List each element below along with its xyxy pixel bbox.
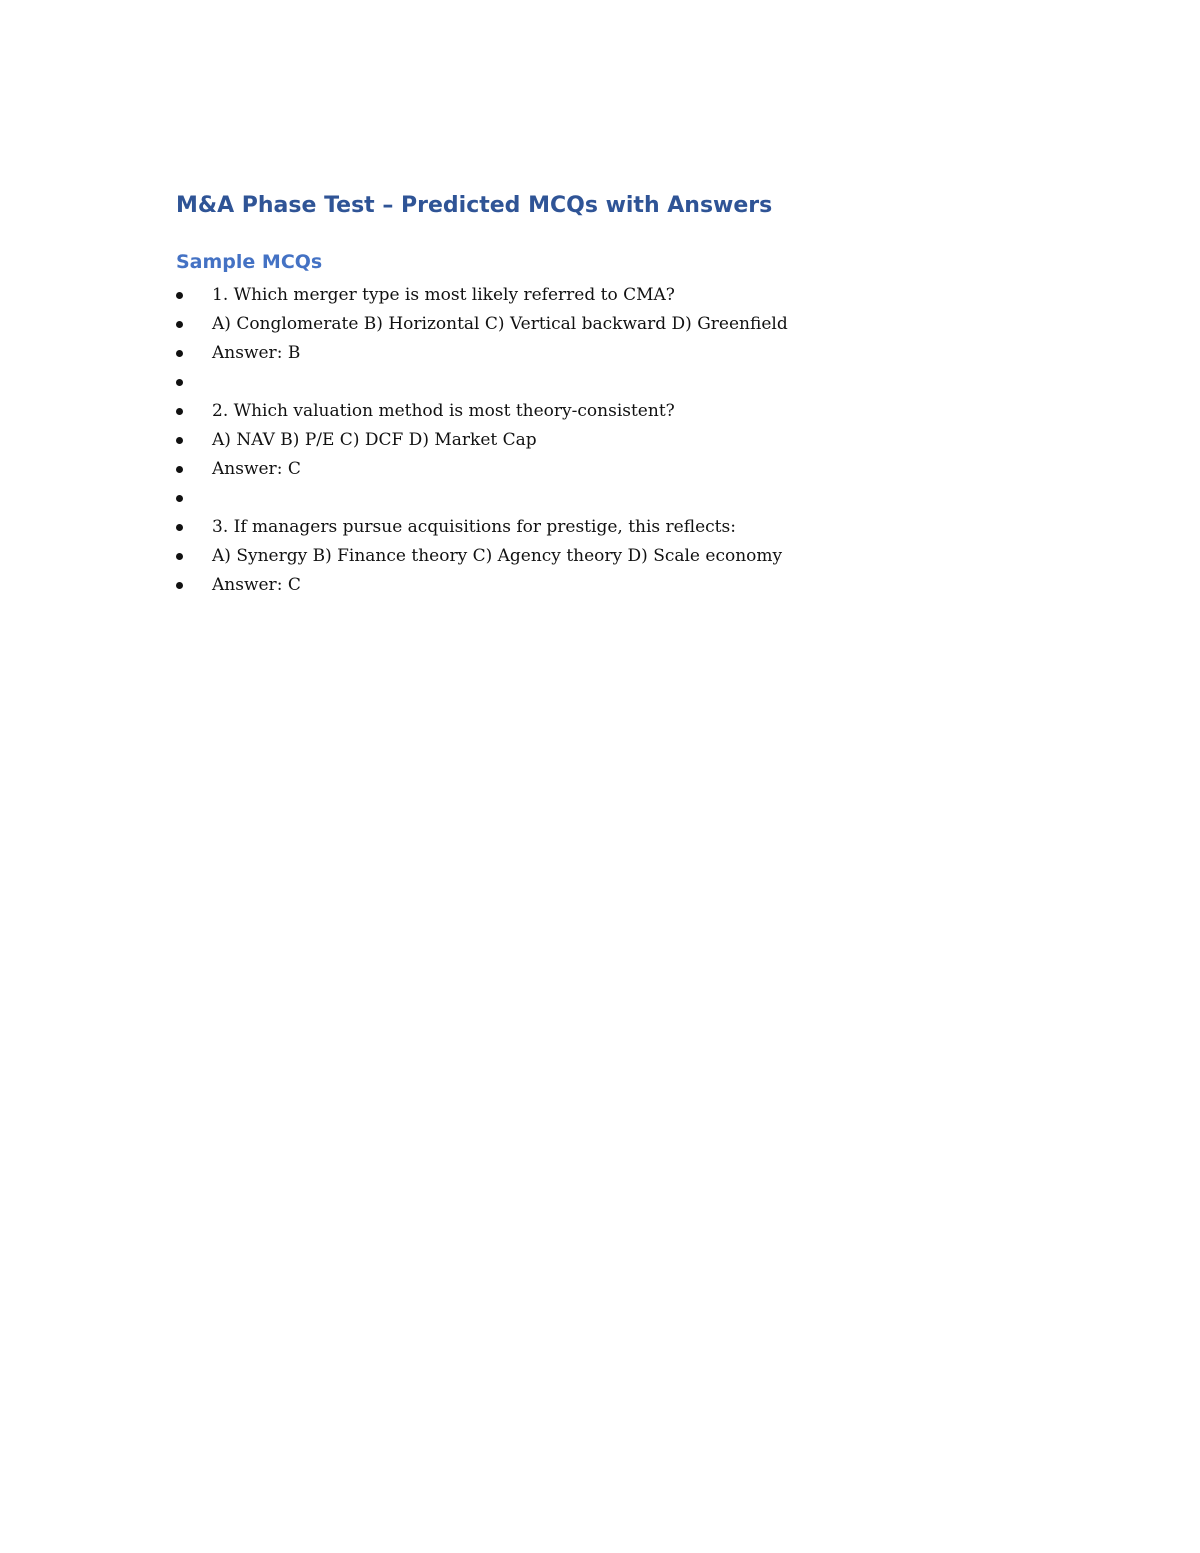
bullet-icon (176, 437, 183, 444)
list-item-text: A) Conglomerate B) Horizontal C) Vertical backward D) Greenfield (212, 314, 788, 334)
list-item-text: 1. Which merger type is most likely referred to CMA? (212, 285, 675, 305)
section-heading: Sample MCQs (176, 251, 323, 273)
bullet-icon (176, 582, 183, 589)
list-item-text: Answer: B (212, 343, 301, 363)
bullet-icon (176, 379, 183, 386)
bullet-icon (176, 524, 183, 531)
bullet-icon (176, 321, 183, 328)
list-item-text: 3. If managers pursue acquisitions for prestige, this reflects: (212, 517, 736, 537)
list-item-text: 2. Which valuation method is most theory-consistent? (212, 401, 675, 421)
list-item-text: Answer: C (212, 459, 301, 479)
document-title: M&A Phase Test – Predicted MCQs with Answers (176, 193, 773, 218)
list-item-text: A) Synergy B) Finance theory C) Agency theory D) Scale economy (212, 546, 783, 566)
list-item-text: A) NAV B) P/E C) DCF D) Market Cap (212, 430, 537, 450)
bullet-icon (176, 495, 183, 502)
bullet-icon (176, 553, 183, 560)
list-item-text: Answer: C (212, 575, 301, 595)
bullet-icon (176, 466, 183, 473)
bullet-icon (176, 292, 183, 299)
bullet-icon (176, 408, 183, 415)
bullet-icon (176, 350, 183, 357)
